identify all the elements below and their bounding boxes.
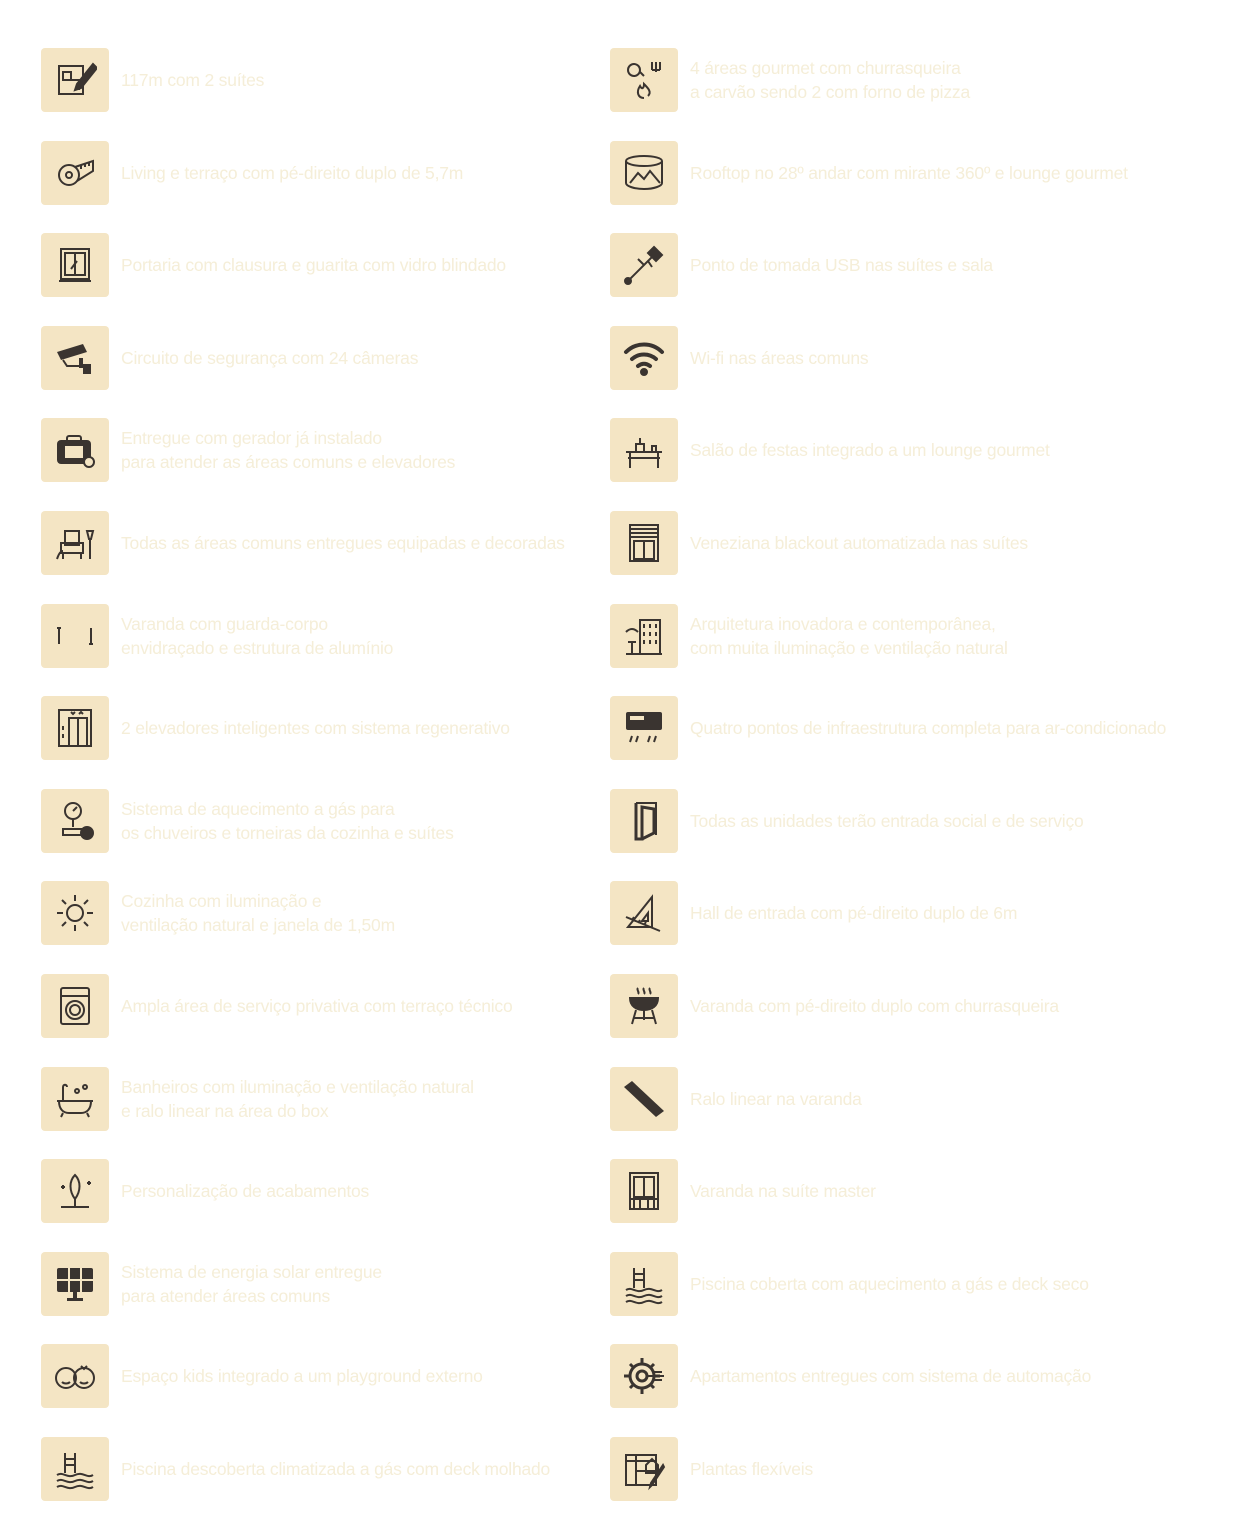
feature-item: [610, 418, 1220, 482]
blueprint-pencil-icon: [41, 48, 109, 112]
kids-faces-icon: [41, 1344, 109, 1408]
feature-item: [610, 604, 1220, 668]
feature-item: [610, 233, 1220, 297]
feature-item: [41, 1344, 601, 1408]
feature-item: [610, 696, 1220, 760]
air-conditioner-icon: [610, 696, 678, 760]
barbecue-grill-icon: [610, 974, 678, 1038]
feature-label: Ralo linear na varanda: [690, 1088, 862, 1109]
feature-label: Todas as unidades terão entrada social e de serviço: [690, 810, 1084, 831]
feature-label: Varanda com pé-direito duplo com churrasqueira: [690, 995, 1059, 1016]
feature-label: Varanda na suíte master: [690, 1181, 876, 1202]
feature-label: Ampla área de serviço privativa com terraço técnico: [121, 995, 513, 1016]
feature-label: Quatro pontos de infraestrutura completa para ar-condicionado: [690, 718, 1167, 739]
feature-label: Sistema de energia solar entregue para atender áreas comuns: [121, 1261, 382, 1306]
feature-item: [41, 881, 601, 945]
feature-label: 4 áreas gourmet com churrasqueira a carvão sendo 2 com forno de pizza: [690, 58, 970, 102]
feature-label: Veneziana blackout automatizada nas suítes: [690, 532, 1028, 553]
window-booth-icon: [41, 233, 109, 297]
bathtub-icon: [41, 1067, 109, 1131]
washing-machine-icon: [41, 974, 109, 1038]
feature-item: [41, 141, 601, 205]
feature-label: Salão de festas integrado a um lounge gourmet: [690, 440, 1050, 461]
automation-gear-icon: [610, 1344, 678, 1408]
feature-item: [610, 1344, 1220, 1408]
tape-measure-icon: [41, 141, 109, 205]
feature-label: Hall de entrada com pé-direito duplo de 6m: [690, 903, 1018, 924]
feature-item: [41, 604, 601, 668]
feature-item: [610, 881, 1220, 945]
feature-item: [610, 141, 1220, 205]
feature-label: Circuito de segurança com 24 câmeras: [121, 347, 419, 368]
feature-label: Rooftop no 28º andar com mirante 360º e lounge gourmet: [690, 162, 1128, 183]
feature-label: 117m com 2 suítes: [121, 70, 265, 90]
pool-ladder-icon: [41, 1437, 109, 1501]
feature-item: [41, 696, 601, 760]
feature-label: Ponto de tomada USB nas suítes e sala: [690, 255, 993, 276]
feature-item: [610, 1067, 1220, 1131]
sun-icon: [41, 881, 109, 945]
features-column-right: [610, 48, 1220, 1530]
balcony-door-icon: [610, 1159, 678, 1223]
set-square-ruler-icon: [610, 881, 678, 945]
feature-item: [41, 418, 601, 482]
feature-label: Todas as áreas comuns entregues equipadas e decoradas: [121, 532, 565, 553]
glass-railing-icon: [41, 604, 109, 668]
feature-item: [610, 1159, 1220, 1223]
grill-fire-icon: [610, 48, 678, 112]
feature-item: [610, 974, 1220, 1038]
feature-item: [41, 974, 601, 1038]
solar-panel-icon: [41, 1252, 109, 1316]
feature-item: [41, 48, 601, 112]
feature-label: Portaria com clausura e guarita com vidro blindado: [121, 255, 506, 276]
linear-drain-icon: [610, 1067, 678, 1131]
wifi-icon: [610, 326, 678, 390]
feature-label: Sistema de aquecimento a gás para os chuveiros e torneiras da cozinha e suítes: [121, 798, 454, 843]
feature-item: [610, 48, 1220, 112]
feature-label: Espaço kids integrado a um playground externo: [121, 1366, 483, 1387]
feature-label: Apartamentos entregues com sistema de automação: [690, 1366, 1092, 1387]
features-column-left: [41, 48, 601, 1530]
security-camera-icon: [41, 326, 109, 390]
feature-item: [41, 789, 601, 853]
feature-item: [610, 1252, 1220, 1316]
paint-finish-icon: [41, 1159, 109, 1223]
feature-item: [610, 511, 1220, 575]
feature-item: [610, 326, 1220, 390]
generator-icon: [41, 418, 109, 482]
feature-item: [610, 1437, 1220, 1501]
door-icon: [610, 789, 678, 853]
feature-label: Plantas flexíveis: [690, 1458, 814, 1479]
pool-ladder-icon: [610, 1252, 678, 1316]
feature-item: [41, 326, 601, 390]
gas-heater-icon: [41, 789, 109, 853]
feature-item: [41, 1437, 601, 1501]
feature-item: [610, 789, 1220, 853]
feature-label: Arquitetura inovadora e contemporânea, com muita iluminação e ventilação natural: [690, 613, 1008, 658]
feature-label: Personalização de acabamentos: [121, 1181, 370, 1202]
panorama-360-icon: [610, 141, 678, 205]
elevator-icon: [41, 696, 109, 760]
feature-item: [41, 1252, 601, 1316]
feature-item: [41, 511, 601, 575]
feature-label: Varanda com guarda-corpo envidraçado e estrutura de alumínio: [121, 613, 394, 658]
floor-plan-icon: [610, 1437, 678, 1501]
feature-label: Cozinha com iluminação e ventilação natural e janela de 1,50m: [121, 891, 395, 936]
feature-item: [41, 233, 601, 297]
feature-label: Wi-fi nas áreas comuns: [690, 347, 869, 368]
feature-item: [41, 1067, 601, 1131]
blackout-blind-icon: [610, 511, 678, 575]
building-icon: [610, 604, 678, 668]
feature-label: Entregue com gerador já instalado para atender as áreas comuns e elevadores: [121, 428, 456, 473]
usb-plug-icon: [610, 233, 678, 297]
armchair-lamp-icon: [41, 511, 109, 575]
feature-label: Piscina coberta com aquecimento a gás e deck seco: [690, 1273, 1089, 1294]
feature-label: Piscina descoberta climatizada a gás com deck molhado: [121, 1458, 551, 1479]
feature-label: 2 elevadores inteligentes com sistema regenerativo: [121, 718, 510, 739]
feature-item: [41, 1159, 601, 1223]
party-table-icon: [610, 418, 678, 482]
feature-label: Banheiros com iluminação e ventilação natural e ralo linear na área do box: [121, 1076, 474, 1121]
feature-label: Living e terraço com pé-direito duplo de 5,7m: [121, 162, 464, 183]
